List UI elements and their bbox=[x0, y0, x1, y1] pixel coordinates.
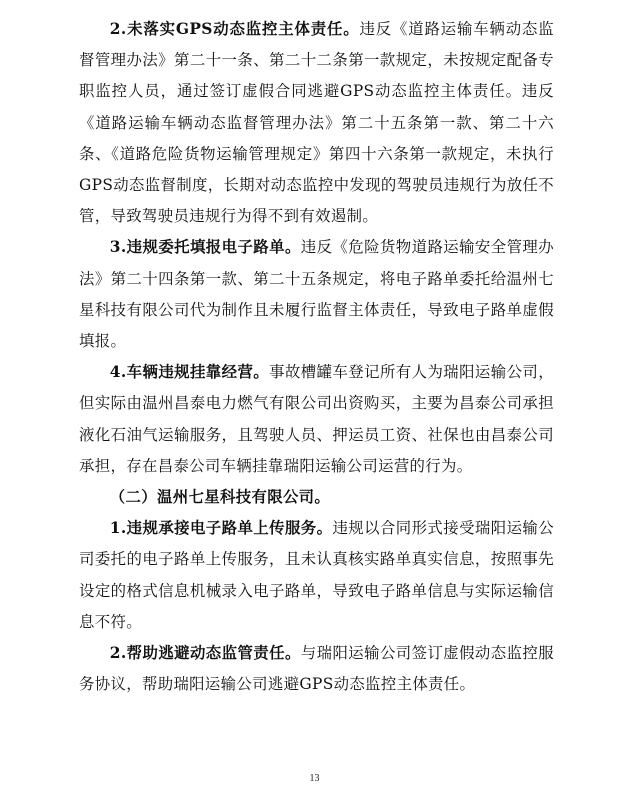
paragraph-upload-service bbox=[79, 513, 554, 638]
paragraph-text: 违反《道路运输车辆动态监督管理办法》第二十一条、第二十二条第一款规定，未按规定配备专职监控人员，通过签订虚假合同逃避GPS动态监控主体责任。违反《道路运输车辆动态监督管理办法》第二十五条第一款、第二十六条、《道路危险货物运输管理规定》第四十六条第一款规定，未执行GPS动态监督制度，长期对动态监控中发现的驾驶员违规行为放任不管，导致驾驶员违规行为得不到有效遏制。 bbox=[79, 20, 554, 226]
paragraph-text: 事故槽罐车登记所有人为瑞阳运输公司，但实际由温州昌泰电力燃气有限公司出资购买，主要为昌泰公司承担液化石油气运输服务，且驾驶人员、押运员工资、社保也由昌泰公司承担，存在昌泰公司车辆挂靠瑞阳运输公司运营的行为。 bbox=[79, 363, 554, 475]
paragraph-e-waybill bbox=[79, 232, 554, 357]
paragraph-vehicle-affiliation bbox=[79, 357, 554, 482]
paragraph-text: 与瑞阳运输公司签订虚假动态监控服务协议，帮助瑞阳运输公司逃避GPS动态监控主体责任。 bbox=[79, 644, 554, 694]
page-number: 13 bbox=[309, 773, 320, 784]
section-title: （二）温州七星科技有限公司。 bbox=[109, 488, 331, 507]
paragraph-heading: 2.帮助逃避动态监管责任。 bbox=[109, 644, 301, 663]
paragraph-heading: 4.车辆违规挂靠经营。 bbox=[109, 363, 270, 382]
paragraph-heading: 3.违规委托填报电子路单。 bbox=[109, 238, 301, 257]
paragraph-evade-supervision bbox=[79, 638, 554, 700]
paragraph-heading: 1.违规承接电子路单上传服务。 bbox=[109, 519, 333, 538]
paragraph-text: 违反《危险货物道路运输安全管理办法》第二十四条第一款、第二十五条规定，将电子路单委托给温州七星科技有限公司代为制作且未履行监督主体责任，导致电子路单虚假填报。 bbox=[79, 238, 554, 351]
paragraph-heading: 2.未落实GPS动态监控主体责任。 bbox=[109, 20, 360, 38]
paragraph-gps-responsibility bbox=[79, 14, 554, 232]
paragraph-text: 违规以合同形式接受瑞阳运输公司委托的电子路单上传服务，且未认真核实路单真实信息，按照事先设定的格式信息机械录入电子路单，导致电子路单信息与实际运输信息不符。 bbox=[79, 519, 554, 631]
page-body bbox=[79, 14, 554, 700]
